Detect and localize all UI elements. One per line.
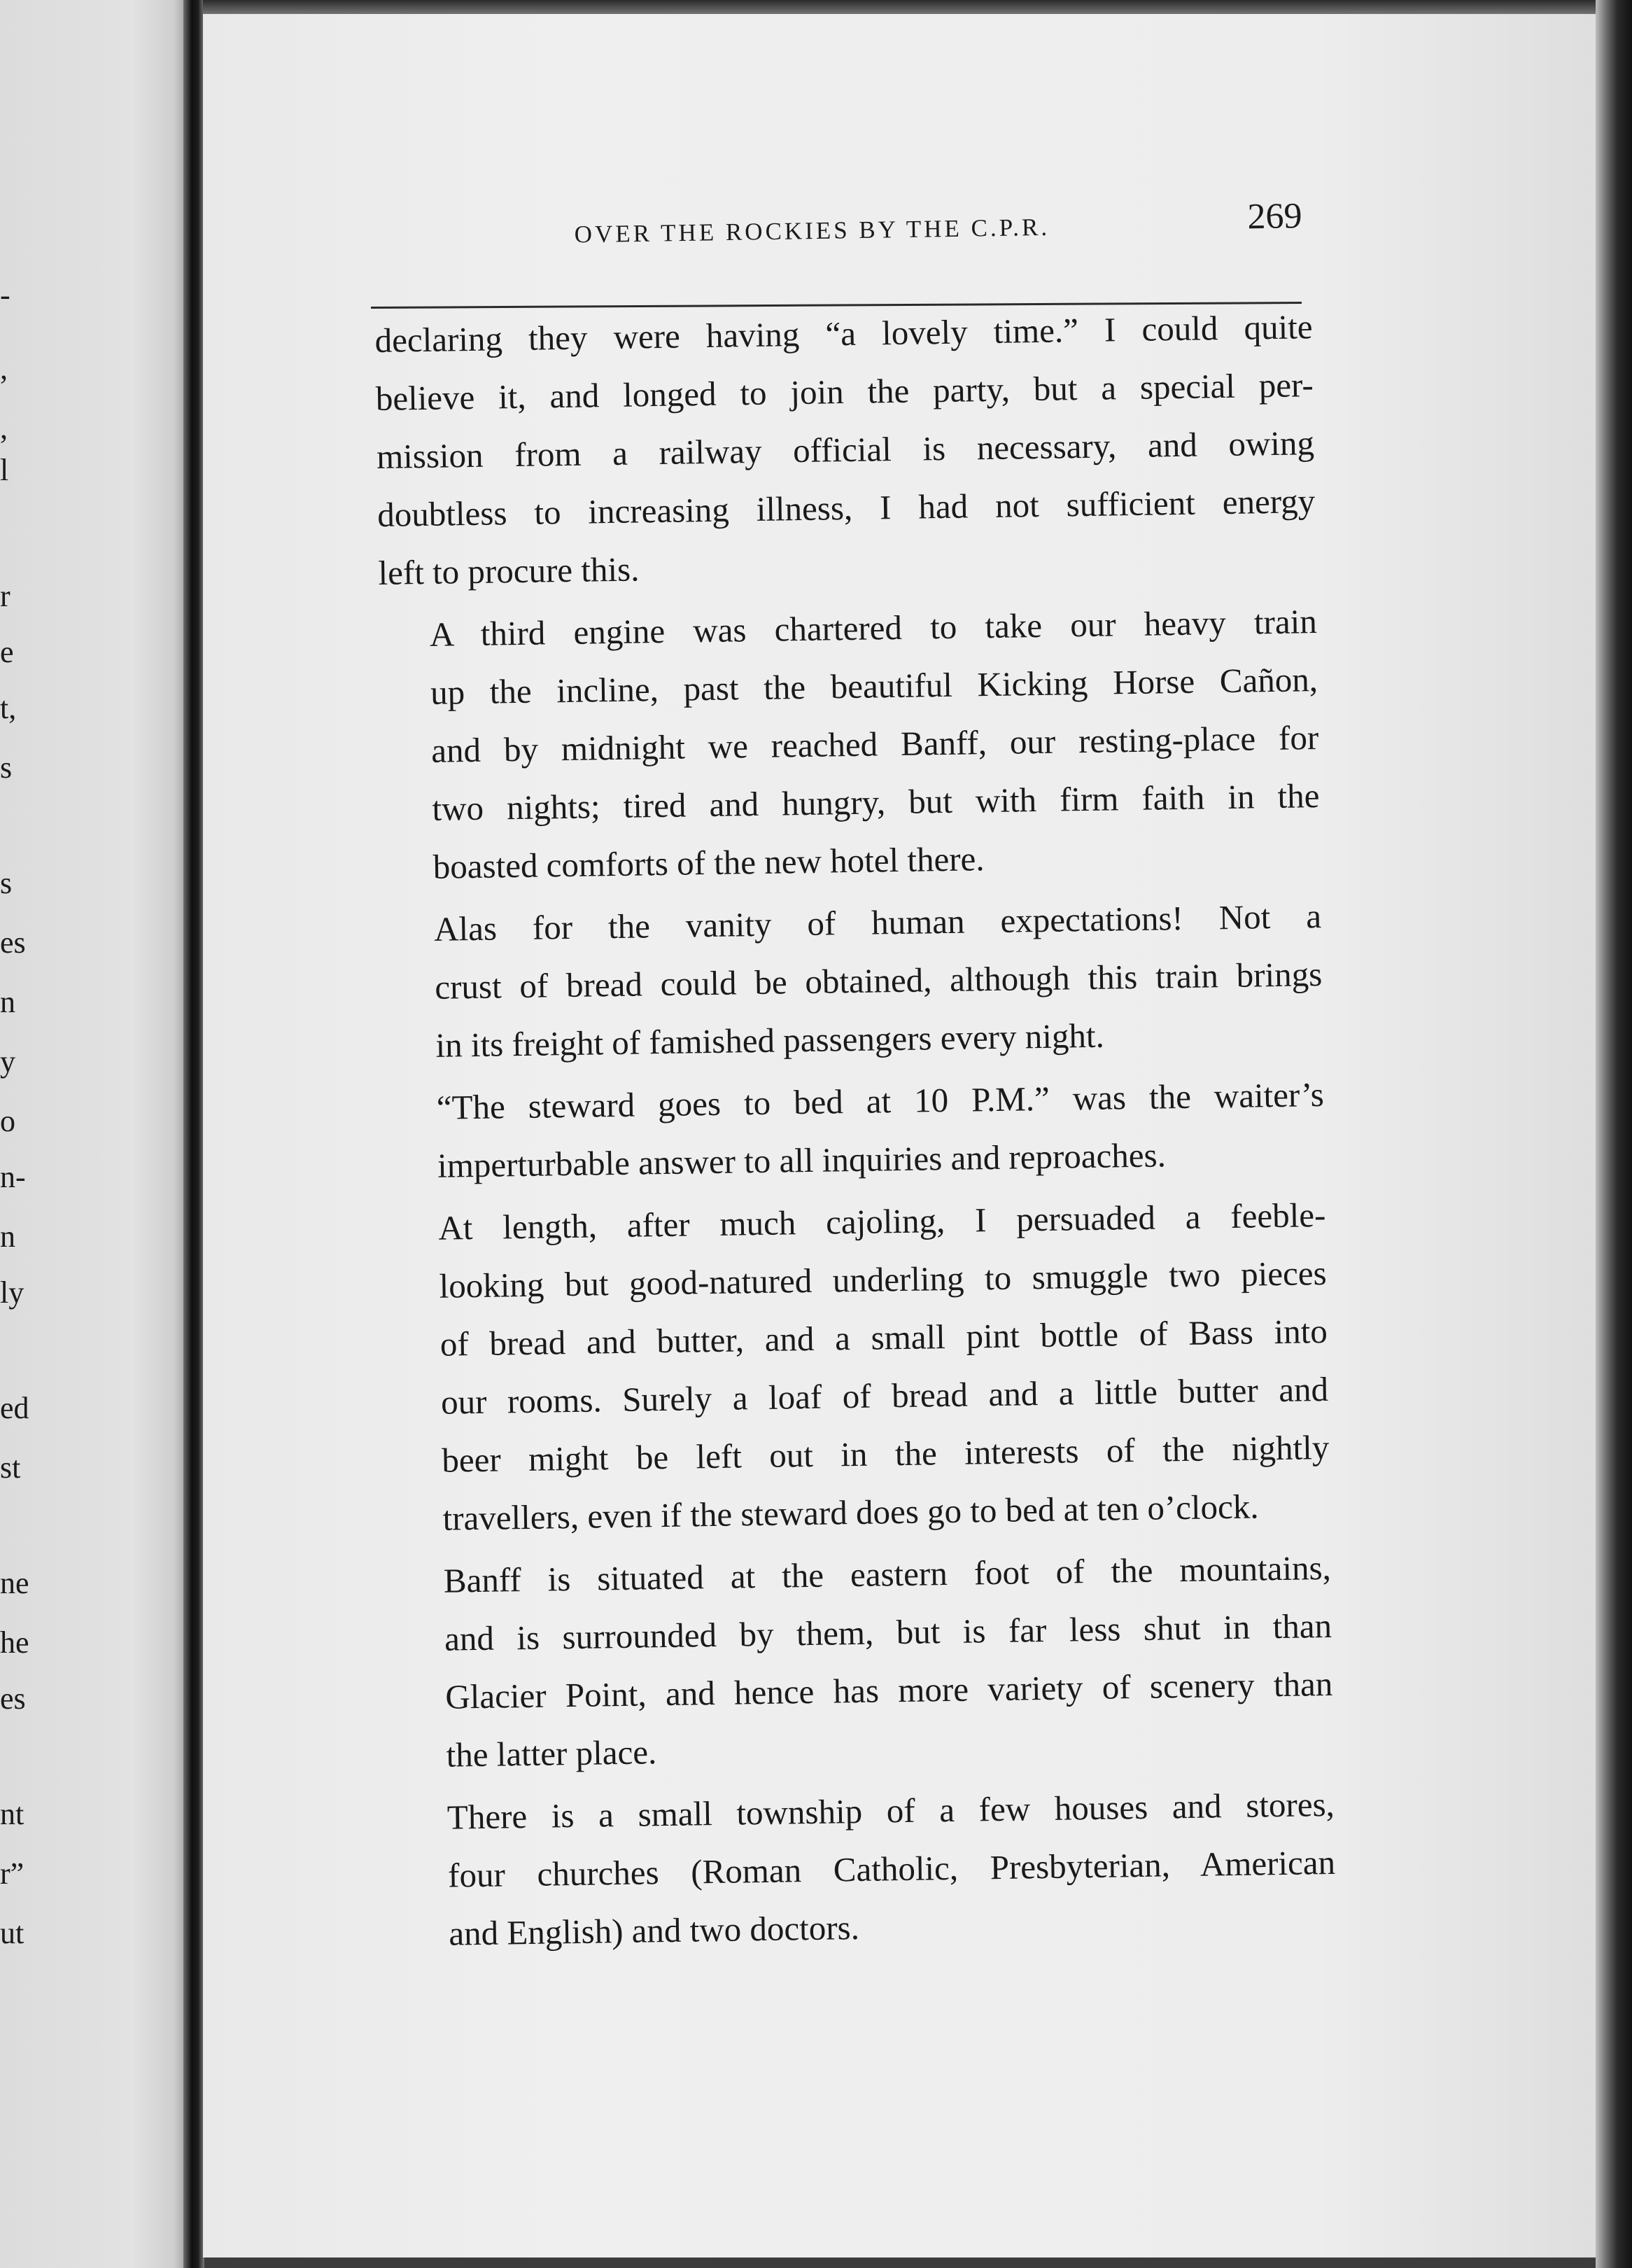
fragment: t, — [0, 691, 17, 725]
fragment: es — [0, 1681, 26, 1716]
text-line: the latter place. — [446, 1732, 657, 1774]
text-line: imperturbable answer to all inquiries and reproaches. — [437, 1135, 1167, 1185]
paragraph — [396, 1775, 1337, 1963]
fragment: st — [0, 1450, 21, 1485]
paragraph — [374, 298, 1316, 602]
fragment: n — [0, 985, 15, 1019]
fragment: , — [0, 351, 8, 386]
fragment: l — [0, 453, 9, 487]
page-number: 269 — [1247, 196, 1302, 237]
paragraph — [393, 1539, 1334, 1785]
text-line: boasted comforts of the new hotel there. — [432, 839, 985, 886]
body-text — [374, 298, 1337, 1968]
fragment: r” — [0, 1856, 24, 1891]
page-right-edge — [1596, 0, 1632, 2268]
text-line: Banff is situated at the eastern foot of the mountains, — [443, 1548, 1332, 1600]
text-line: Glacier Point, and hence has more variety of scenery than — [444, 1664, 1333, 1716]
text-line: “The steward goes to bed at 10 P.M.” was the waiter’s — [436, 1074, 1325, 1127]
text-line: There is a small township of a few houses and stores, — [446, 1784, 1335, 1837]
facing-page-text-fragments — [0, 0, 56, 2268]
text-line: looking but good-natured underling to smuggle two pieces — [439, 1253, 1327, 1306]
fragment: nt — [0, 1797, 24, 1831]
page-top-edge — [203, 0, 1596, 15]
text-line: believe it, and longed to join the party, but a special per- — [375, 365, 1314, 418]
paragraph — [383, 887, 1323, 1075]
text-line: beer might be left out in the interests of the nightly — [441, 1427, 1330, 1480]
fragment: - — [0, 278, 10, 312]
text-line: and English) and two doctors. — [448, 1907, 860, 1953]
paragraph — [388, 1186, 1330, 1548]
fragment: , — [0, 411, 8, 445]
text-line: and is surrounded by them, but is far less shut in than — [444, 1606, 1332, 1658]
fragment: s — [0, 866, 13, 900]
fragment: ed — [0, 1391, 29, 1425]
facing-page — [0, 0, 189, 2268]
fragment: r — [0, 579, 10, 613]
fragment: ne — [0, 1566, 29, 1600]
fragment: e — [0, 635, 14, 669]
fragment: ly — [0, 1275, 24, 1310]
text-line: Alas for the vanity of human expectations! Not a — [433, 897, 1322, 948]
paragraph — [379, 592, 1321, 897]
text-line: travellers, even if the steward does go to bed at ten o’clock. — [442, 1487, 1259, 1538]
fragment: es — [0, 925, 26, 960]
text-line: crust of bread could be obtained, although this train brings — [434, 955, 1323, 1007]
fragment: n- — [0, 1160, 26, 1194]
running-head-title: OVER THE ROCKIES BY THE C.P.R. — [574, 213, 1050, 248]
fragment: o — [0, 1104, 15, 1138]
fragment: he — [0, 1625, 29, 1660]
text-line: declaring they were having “a lovely time.” I could quite — [374, 307, 1313, 360]
text-line: two nights; tired and hungry, but with firm faith in the — [432, 776, 1320, 828]
fragment: s — [0, 750, 13, 785]
book-binding-gutter — [183, 0, 204, 2268]
text-line: mission from a railway official is necessary, and owing — [376, 424, 1315, 476]
text-line: left to procure this. — [378, 550, 640, 592]
text-line: A third engine was chartered to take our heavy train — [429, 602, 1318, 654]
text-line: At length, after much cajoling, I persuaded a feeble- — [438, 1195, 1326, 1247]
text-line: up the incline, past the beautiful Kicking Horse Cañon, — [430, 660, 1318, 712]
text-line: and by midnight we reached Banff, our resting-place for — [430, 718, 1319, 770]
text-line: four churches (Roman Catholic, Presbyterian, American — [447, 1842, 1336, 1895]
text-line: of bread and butter, and a small pint bottle of Bass into — [439, 1311, 1328, 1364]
fragment: ut — [0, 1916, 24, 1950]
fragment: n — [0, 1219, 15, 1254]
paragraph — [386, 1065, 1325, 1196]
text-line: doubtless to increasing illness, I had not sufficient energy — [377, 482, 1316, 534]
text-line: our rooms. Surely a loaf of bread and a little butter and — [440, 1369, 1329, 1422]
fragment: y — [0, 1044, 15, 1079]
text-line: in its freight of famished passengers every night. — [435, 1016, 1105, 1065]
